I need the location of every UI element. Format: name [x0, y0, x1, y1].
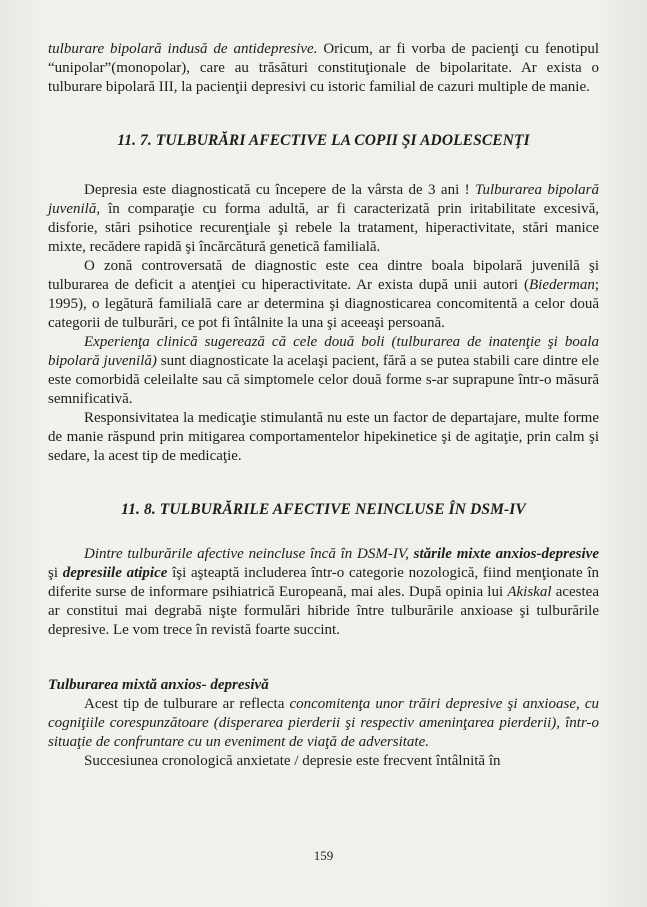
paragraph-text: îşi aşteaptă includerea într-o categorie nozologică, fiind menţionate în diferite surse de informare psihiatrică Europeană, mai ales. După opinia lui	[48, 565, 599, 600]
bold-term: stările mixte anxios-depresive	[413, 546, 599, 562]
paragraph: Responsivitatea la medicaţie stimulantă nu este un factor de departajare, multe forme de manie răspund prin mitigarea comportamentelor hipekinetice şi de agitaţie, prin calm şi sedare, la acest tip de medicaţie.	[48, 410, 599, 464]
paragraph-text: Acest tip de tulburare ar reflecta	[84, 696, 290, 712]
paragraph-text: O zonă controversată de diagnostic este cea dintre boala bipolară juvenilă şi tulburarea de deficit a atenţiei cu hiperactivitate. Ar exista după unii autori (	[48, 258, 599, 293]
paragraph: Succesiunea cronologică anxietate / depresie este frecvent întâlnită în	[84, 753, 501, 769]
italic-sentence: concomitenţa unor trăiri depresive şi anxioase, cu cogniţiile corespunzătoare (disperarea pierderii şi respectiv ameninţarea pierderii), într-o situaţie de confruntare cu un eveniment de viaţă de adversitate.	[48, 696, 599, 750]
subheading: Tulburarea mixtă anxios- depresivă	[48, 677, 269, 693]
paragraph-text: Depresia este diagnosticată cu începere de la vârsta de 3 ani !	[84, 182, 475, 198]
page-body	[48, 40, 599, 771]
paragraph-text: Oricum, ar fi vorba de pacienţi cu fenotipul “unipolar”(monopolar), care au trăsături constituţionale de bipolaritate. Ar exista o tulburare bipolară III, la pacienţii depresivi cu istoric familial de cazuri multiple de manie.	[48, 41, 599, 95]
paragraph	[48, 333, 599, 409]
paragraph-text: acestea ar constitui mai degrabă nişte formulări hibride între tulburările anxioase şi tulburările depresive. Le vom trece în revistă foarte succint.	[48, 584, 599, 638]
paragraph-text: ; 1995), o legătură familială care ar determina şi diagnosticarea concomitentă a celor două categorii de tulburări, ce pot fi întâlnite la una şi aceeaşi persoană.	[48, 277, 599, 331]
bold-term: depresiile atipice	[62, 565, 168, 581]
author-citation: Akiskal	[507, 584, 552, 600]
paragraph	[48, 695, 599, 752]
italic-term: Tulburarea bipolară juvenilă,	[48, 182, 599, 217]
section-heading-11-7: 11. 7. TULBURĂRI AFECTIVE LA COPII ŞI ADOLESCENŢI	[117, 132, 530, 149]
italic-term: tulburare bipolară indusă de antidepresive.	[48, 41, 318, 57]
author-citation: Biederman	[529, 277, 595, 293]
section-heading-11-8: 11. 8. TULBURĂRILE AFECTIVE NEINCLUSE ÎN DSM-IV	[121, 501, 526, 518]
paragraph-continuation	[48, 40, 599, 97]
paragraph	[48, 545, 599, 640]
paragraph-text: în comparaţie cu forma adultă, ar fi caracterizată prin iritabilitate excesivă, disforie, stări psihotice recurenţiale şi rebele la tratament, hiperactivitate, stări manice mixte, recădere rapidă şi încărcătură genetică familială.	[48, 201, 599, 255]
italic-sentence: Experienţa clinică sugerează că cele două boli (tulburarea de inatenţie şi boala bipolară juvenilă)	[48, 334, 599, 369]
paragraph	[48, 181, 599, 257]
paragraph	[48, 257, 599, 333]
page-number: 159	[313, 848, 334, 863]
paragraph-text: sunt diagnosticate la acelaşi pacient, fără a se putea stabili care dintre ele este comorbidă celeilalte sau că simptomele celor două forme s-ar suprapune într-o măsură semnificativă.	[48, 353, 599, 407]
paragraph-text: şi	[48, 565, 63, 581]
italic-sentence: Dintre tulburările afective neincluse încă în DSM-IV,	[84, 546, 414, 562]
